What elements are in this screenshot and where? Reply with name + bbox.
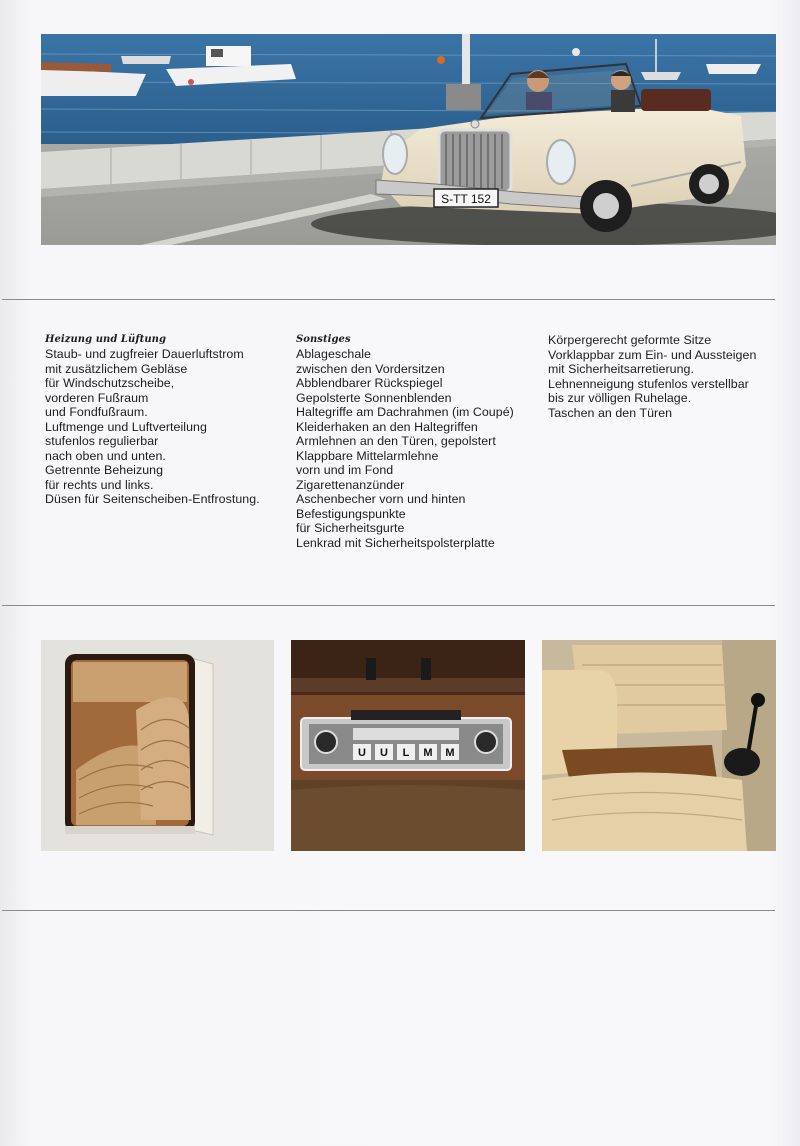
text-line: nach oben und unten. bbox=[45, 448, 166, 463]
column-miscellaneous bbox=[296, 333, 514, 550]
text-line: Befestigungspunkte bbox=[296, 506, 406, 521]
column-heating-ventilation bbox=[45, 333, 260, 507]
radio-key-label: M bbox=[423, 747, 433, 759]
text-line: vorderen Fußraum bbox=[45, 390, 149, 405]
text-line: Düsen für Seitenscheiben-Entfrostung. bbox=[45, 492, 260, 506]
license-plate-text: S-TT 152 bbox=[441, 192, 491, 206]
text-line: Luftmenge und Luftverteilung bbox=[45, 419, 207, 434]
text-line: Ablageschale bbox=[296, 347, 371, 361]
text-line: Lehnenneigung stufenlos verstellbar bbox=[548, 376, 749, 391]
text-line: Gepolsterte Sonnenblenden bbox=[296, 390, 452, 405]
divider-top bbox=[2, 299, 775, 300]
divider-middle bbox=[2, 605, 775, 606]
heading-miscellaneous: Sonstiges bbox=[296, 334, 351, 345]
column-seats bbox=[548, 333, 756, 420]
text-line: Haltegriffe am Dachrahmen (im Coupé) bbox=[296, 405, 514, 419]
text-line: Staub- und zugfreier Dauerluftstrom bbox=[45, 347, 244, 361]
text-line: Armlehnen an den Türen, gepolstert bbox=[296, 434, 496, 448]
radio-key-label: U bbox=[358, 747, 366, 759]
text-line: bis zur völligen Ruhelage. bbox=[548, 391, 692, 405]
text-line: und Fondfußraum. bbox=[45, 405, 148, 419]
text-line: Körpergerecht geformte Sitze bbox=[548, 333, 712, 347]
text-line: Lenkrad mit Sicherheitspolsterplatte bbox=[296, 535, 495, 550]
photo-folding-seat-door bbox=[41, 640, 274, 851]
photo-dashboard-radio bbox=[291, 640, 525, 851]
text-line: Getrennte Beheizung bbox=[45, 463, 164, 477]
text-line: mit zusätzlichem Gebläse bbox=[45, 361, 188, 376]
text-line: Vorklappbar zum Ein- und Aussteigen bbox=[548, 347, 757, 362]
text-line: Aschenbecher vorn und hinten bbox=[296, 492, 466, 506]
text-line: stufenlos regulierbar bbox=[45, 434, 159, 448]
text-line: für Windschutzscheibe, bbox=[45, 376, 175, 390]
text-line: Abblendbarer Rückspiegel bbox=[296, 376, 443, 390]
text-line: mit Sicherheitsarretierung. bbox=[548, 362, 694, 376]
text-line: Klappbare Mittelarmlehne bbox=[296, 448, 439, 463]
text-line: vorn und im Fond bbox=[296, 463, 394, 477]
text-line: für Sicherheitsgurte bbox=[296, 521, 405, 535]
hero-photo-convertible bbox=[41, 34, 776, 245]
text-line: Kleiderhaken an den Haltegriffen bbox=[296, 419, 478, 434]
text-line: für rechts und links. bbox=[45, 477, 154, 492]
text-line: zwischen den Vordersitzen bbox=[296, 361, 445, 376]
radio-key-label: L bbox=[402, 747, 410, 759]
radio-key-label: U bbox=[380, 747, 388, 759]
radio-key-label: M bbox=[445, 747, 455, 759]
text-line: Zigarettenanzünder bbox=[296, 477, 405, 492]
heading-heating-ventilation: Heizung und Lüftung bbox=[45, 334, 167, 345]
divider-bottom bbox=[2, 910, 775, 911]
text-line: Taschen an den Türen bbox=[548, 405, 673, 420]
photo-leather-seats bbox=[542, 640, 776, 851]
